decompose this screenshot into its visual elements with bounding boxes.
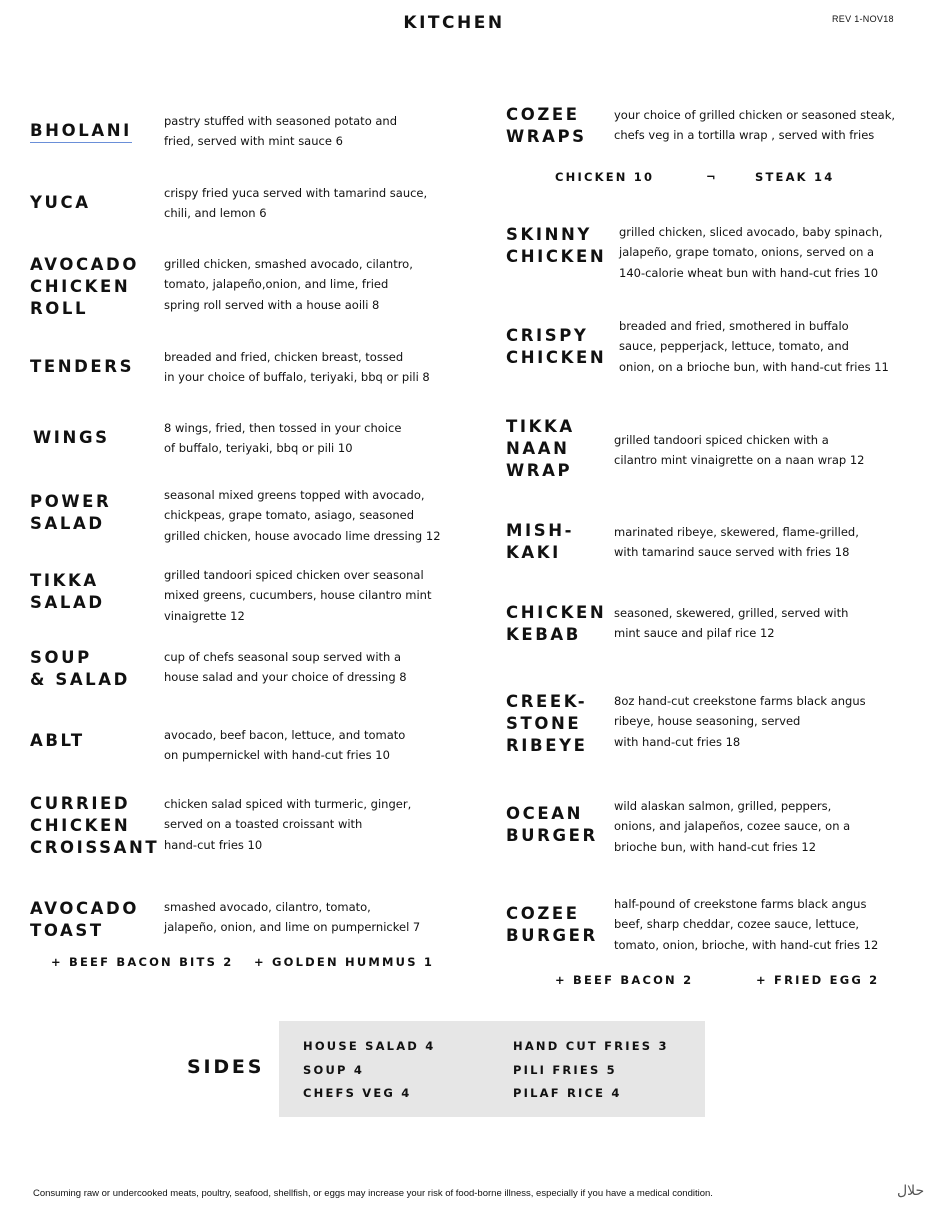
item-desc-curried-chicken-croissant: chicken salad spiced with turmeric, ginger, served on a toasted croissant with hand-cut fries 10 bbox=[164, 797, 412, 852]
item-name-bholani: BHOLANI bbox=[30, 120, 132, 143]
item-desc-creekstone-ribeye: 8oz hand-cut creekstone farms black angus ribeye, house seasoning, served with hand-cut fries 18 bbox=[614, 694, 866, 749]
item-desc-power-salad: seasonal mixed greens topped with avocado, chickpeas, grape tomato, asiago, seasoned grilled chicken, house avocado lime dressing 12 bbox=[164, 488, 441, 543]
item-desc-cozee-burger: half-pound of creekstone farms black angus beef, sharp cheddar, cozee sauce, lettuce, tomato, onion, brioche, with hand-cut fries 12 bbox=[614, 897, 879, 952]
revision-label: REV 1-NOV18 bbox=[832, 14, 894, 24]
item-desc-bholani: pastry stuffed with seasoned potato and fried, served with mint sauce 6 bbox=[164, 114, 398, 149]
item-desc-mish-kaki: marinated ribeye, skewered, flame-grilled, with tamarind sauce served with fries 18 bbox=[614, 525, 859, 560]
item-desc-tikka-naan-wrap: grilled tandoori spiced chicken with a cilantro mint vinaigrette on a naan wrap 12 bbox=[614, 433, 865, 468]
wrap-option-steak: STEAK 14 bbox=[755, 170, 835, 184]
item-desc-ablt: avocado, beef bacon, lettuce, and tomato on pumpernickel with hand-cut fries 10 bbox=[164, 728, 406, 763]
item-name-tikka-naan-wrap: TIKKA NAAN WRAP bbox=[506, 417, 575, 480]
item-name-avocado-toast: AVOCADO TOAST bbox=[30, 899, 139, 940]
side-soup: SOUP 4 bbox=[303, 1063, 365, 1077]
wrap-option-separator: ¬ bbox=[706, 170, 718, 184]
item-name-cozee-wraps: COZEE WRAPS bbox=[506, 105, 587, 146]
item-desc-crispy-chicken: breaded and fried, smothered in buffalo sauce, pepperjack, lettuce, tomato, and onion, on a brioche bun, with hand-cut fries 11 bbox=[619, 319, 889, 374]
item-name-avocado-chicken-roll: AVOCADO CHICKEN ROLL bbox=[30, 255, 139, 318]
item-name-skinny-chicken: SKINNY CHICKEN bbox=[506, 225, 607, 266]
item-desc-ocean-burger: wild alaskan salmon, grilled, peppers, onions, and jalapeños, cozee sauce, on a brioche bun, with hand-cut fries 12 bbox=[614, 799, 851, 854]
addon-beef-bacon: + BEEF BACON 2 bbox=[555, 973, 694, 987]
side-pilaf-rice: PILAF RICE 4 bbox=[513, 1086, 622, 1100]
page-title: KITCHEN bbox=[403, 13, 505, 33]
item-name-yuca: YUCA bbox=[30, 193, 91, 212]
item-name-tenders: TENDERS bbox=[30, 357, 135, 376]
item-desc-tikka-salad: grilled tandoori spiced chicken over seasonal mixed greens, cucumbers, house cilantro mint vinaigrette 12 bbox=[164, 568, 432, 623]
side-hand-cut-fries: HAND CUT FRIES 3 bbox=[513, 1039, 669, 1053]
item-name-mish-kaki: MISH- KAKI bbox=[506, 521, 575, 562]
item-name-chicken-kebab: CHICKEN KEBAB bbox=[506, 603, 607, 644]
item-name-soup-and-salad: SOUP & SALAD bbox=[30, 648, 130, 689]
item-name-curried-chicken-croissant: CURRIED CHICKEN CROISSANT bbox=[30, 794, 160, 857]
side-house-salad: HOUSE SALAD 4 bbox=[303, 1039, 436, 1053]
addon-beef-bacon-bits: + BEEF BACON BITS 2 bbox=[51, 955, 234, 969]
item-desc-soup-and-salad: cup of chefs seasonal soup served with a house salad and your choice of dressing 8 bbox=[164, 650, 407, 685]
side-chefs-veg: CHEFS VEG 4 bbox=[303, 1086, 412, 1100]
sides-heading: SIDES bbox=[187, 1056, 265, 1078]
item-desc-wings: 8 wings, fried, then tossed in your choice of buffalo, teriyaki, bbq or pili 10 bbox=[164, 421, 402, 456]
item-name-creekstone-ribeye: CREEK- STONE RIBEYE bbox=[506, 692, 588, 755]
item-name-crispy-chicken: CRISPY CHICKEN bbox=[506, 326, 607, 367]
item-name-tikka-salad: TIKKA SALAD bbox=[30, 571, 105, 612]
side-pili-fries: PILI FRIES 5 bbox=[513, 1063, 617, 1077]
item-name-ocean-burger: OCEAN BURGER bbox=[506, 804, 598, 845]
addon-golden-hummus: + GOLDEN HUMMUS 1 bbox=[254, 955, 435, 969]
item-desc-tenders: breaded and fried, chicken breast, tossed in your choice of buffalo, teriyaki, bbq or pili 8 bbox=[164, 350, 430, 385]
sides-panel bbox=[279, 1021, 705, 1117]
item-desc-yuca: crispy fried yuca served with tamarind sauce, chili, and lemon 6 bbox=[164, 186, 428, 221]
addon-fried-egg: + FRIED EGG 2 bbox=[756, 973, 880, 987]
item-desc-skinny-chicken: grilled chicken, sliced avocado, baby spinach, jalapeño, grape tomato, onions, served on a 140-calorie wheat bun with hand-cut fries 10 bbox=[619, 225, 883, 280]
item-desc-chicken-kebab: seasoned, skewered, grilled, served with mint sauce and pilaf rice 12 bbox=[614, 606, 849, 641]
item-name-power-salad: POWER SALAD bbox=[30, 492, 112, 533]
item-name-ablt: ABLT bbox=[30, 731, 85, 750]
item-name-cozee-burger: COZEE BURGER bbox=[506, 904, 598, 945]
item-desc-avocado-toast: smashed avocado, cilantro, tomato, jalapeño, onion, and lime on pumpernickel 7 bbox=[164, 900, 421, 935]
item-name-wings: WINGS bbox=[33, 428, 110, 447]
food-safety-disclaimer: Consuming raw or undercooked meats, poultry, seafood, shellfish, or eggs may increase your risk of food-borne illness, especially if you have a medical condition. bbox=[33, 1188, 713, 1199]
halal-mark-icon: حلال bbox=[897, 1183, 925, 1199]
item-desc-avocado-chicken-roll: grilled chicken, smashed avocado, cilantro, tomato, jalapeño,onion, and lime, fried spring roll served with a house aoili 8 bbox=[164, 257, 413, 312]
wrap-option-chicken: CHICKEN 10 bbox=[555, 170, 655, 184]
item-desc-cozee-wraps: your choice of grilled chicken or seasoned steak, chefs veg in a tortilla wrap , served with fries bbox=[614, 108, 896, 143]
